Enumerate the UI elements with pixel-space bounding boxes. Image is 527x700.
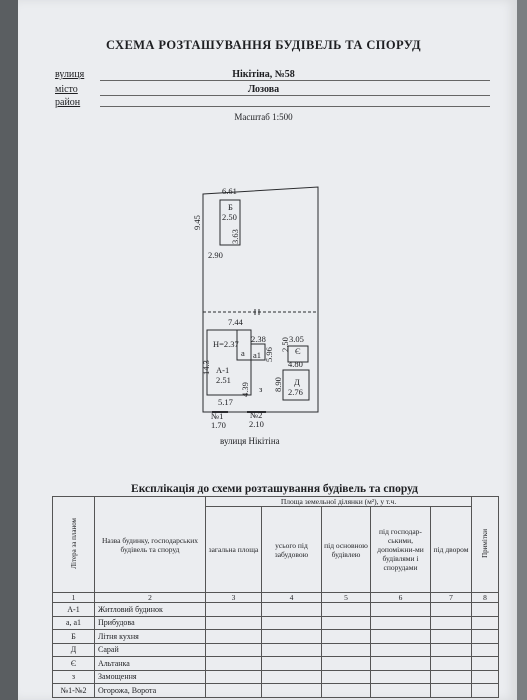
table-row	[53, 616, 499, 630]
dim-top-width: 6.61	[222, 186, 237, 196]
table-cell: а, а1	[53, 616, 95, 630]
table-cell	[322, 684, 371, 698]
explication-title: Експлікація до схеми розташування будівель та споруд	[131, 483, 418, 495]
dim-gate-1: 1.70	[211, 420, 226, 430]
dim-596: 5.96	[264, 347, 274, 362]
table-cell: Житловий будинок	[95, 603, 206, 617]
table-row	[53, 643, 499, 657]
table-cell	[322, 616, 371, 630]
col-header-yard: під двором	[431, 507, 472, 593]
col-header-letter: Літера за планом	[53, 497, 95, 593]
table-cell: 3	[206, 593, 262, 603]
table-cell: 7	[431, 593, 472, 603]
table-cell: Прибудова	[95, 616, 206, 630]
table-cell: Літня кухня	[95, 630, 206, 644]
table-cell	[431, 616, 472, 630]
table-cell	[472, 603, 499, 617]
table-cell	[262, 657, 322, 671]
table-cell	[371, 670, 431, 684]
table-cell	[472, 630, 499, 644]
table-cell: 4	[262, 593, 322, 603]
table-cell	[472, 684, 499, 698]
table-cell	[322, 670, 371, 684]
address-label-street: вулиця	[55, 69, 85, 80]
table-cell: Д	[53, 643, 95, 657]
address-value-street: Нікітіна, №58	[232, 69, 295, 80]
table-cell	[206, 657, 262, 671]
label-e: Є	[295, 346, 301, 356]
label-d: Д	[294, 377, 300, 387]
column-numbers-row	[53, 593, 499, 603]
table-cell: 6	[371, 593, 431, 603]
dim-251: 2.51	[216, 375, 231, 385]
dim-b-width: 2.50	[222, 212, 237, 222]
explication-table	[52, 496, 499, 698]
table-cell	[371, 630, 431, 644]
table-cell: Альтанка	[95, 657, 206, 671]
dim-890: 8.90	[273, 377, 283, 392]
table-cell	[206, 643, 262, 657]
address-value-city: Лозова	[247, 84, 280, 95]
table-cell	[371, 657, 431, 671]
table-cell: 2	[95, 593, 206, 603]
dim-250: 2.50	[280, 337, 290, 352]
table-cell	[206, 684, 262, 698]
table-cell	[206, 603, 262, 617]
table-cell	[322, 643, 371, 657]
plan-mark	[53, 497, 499, 507]
street-label: вулиця Нікітіна	[220, 436, 280, 446]
dim-gate-2: 2.10	[249, 419, 264, 429]
table-cell	[262, 670, 322, 684]
address-label-city: місто	[55, 84, 78, 95]
label-a1: а1	[253, 350, 262, 360]
table-cell: А-1	[53, 603, 95, 617]
table-cell	[472, 616, 499, 630]
label-h237: Н=2.37	[213, 339, 239, 349]
table-cell: з	[53, 670, 95, 684]
label-a1-main: А-1	[216, 365, 230, 375]
dim-238: 2.38	[251, 334, 266, 344]
col-header-built: усього під забудовою	[262, 507, 322, 593]
table-cell	[206, 630, 262, 644]
col-header-aux: під господар-ськими, допоміжни-ми будівлями і спорудами	[371, 507, 431, 593]
dim-439: 4.39	[240, 382, 250, 397]
table-cell: №1-№2	[53, 684, 95, 698]
table-cell	[262, 684, 322, 698]
dim-left-side: 9.45	[192, 215, 202, 230]
table-cell: 5	[322, 593, 371, 603]
table-cell	[431, 657, 472, 671]
col-header-total: загальна площа	[206, 507, 262, 593]
table-cell	[322, 603, 371, 617]
table-row	[53, 657, 499, 671]
table-cell	[472, 670, 499, 684]
table-cell	[206, 616, 262, 630]
document-title: СХЕМА РОЗТАШУВАННЯ БУДІВЕЛЬ ТА СПОРУД	[105, 38, 422, 52]
table-cell	[431, 643, 472, 657]
label-gate-2: №2	[250, 410, 263, 420]
table-cell	[371, 684, 431, 698]
table-cell: 8	[472, 593, 499, 603]
table-row	[53, 630, 499, 644]
table-cell	[262, 643, 322, 657]
table-cell	[371, 616, 431, 630]
scale-label: Масштаб 1:500	[234, 112, 293, 122]
table-cell	[431, 630, 472, 644]
dim-left-143: 14.3	[201, 360, 211, 375]
label-gate-1: №1	[211, 411, 224, 421]
label-a: а	[241, 348, 245, 358]
table-cell	[206, 670, 262, 684]
dim-b-offset: 2.90	[208, 250, 223, 260]
table-cell	[472, 657, 499, 671]
label-z: з	[259, 384, 263, 394]
dim-517: 5.17	[218, 397, 233, 407]
col-header-area-group: Площа земельної ділянки (м²), у т.ч.	[206, 497, 472, 507]
table-cell: Є	[53, 657, 95, 671]
table-cell	[322, 657, 371, 671]
table-cell	[371, 643, 431, 657]
table-cell: Огорожа, Ворота	[95, 684, 206, 698]
table-row	[53, 684, 499, 698]
dim-480: 4.80	[288, 359, 303, 369]
table-row	[53, 670, 499, 684]
col-header-notes: Примітки	[472, 497, 499, 593]
dim-744: 7.44	[228, 317, 243, 327]
table-cell	[322, 630, 371, 644]
table-cell	[262, 616, 322, 630]
table-cell: Б	[53, 630, 95, 644]
table-cell: Сарай	[95, 643, 206, 657]
table-cell	[431, 603, 472, 617]
table-cell: Замощення	[95, 670, 206, 684]
dim-b-depth: 3.63	[230, 229, 240, 244]
table-cell	[262, 630, 322, 644]
col-header-main: під основною будівлею	[322, 507, 371, 593]
dim-305: 3.05	[289, 334, 304, 344]
table-cell	[262, 603, 322, 617]
table-cell: 1	[53, 593, 95, 603]
table-cell	[431, 684, 472, 698]
label-b: Б	[228, 202, 233, 212]
address-label-district: район	[55, 97, 81, 108]
col-header-name: Назва будинку, господарських будівель та споруд	[95, 497, 206, 593]
table-cell	[431, 670, 472, 684]
table-cell	[371, 603, 431, 617]
dim-276: 2.76	[288, 387, 303, 397]
table-cell	[472, 643, 499, 657]
table-row	[53, 603, 499, 617]
